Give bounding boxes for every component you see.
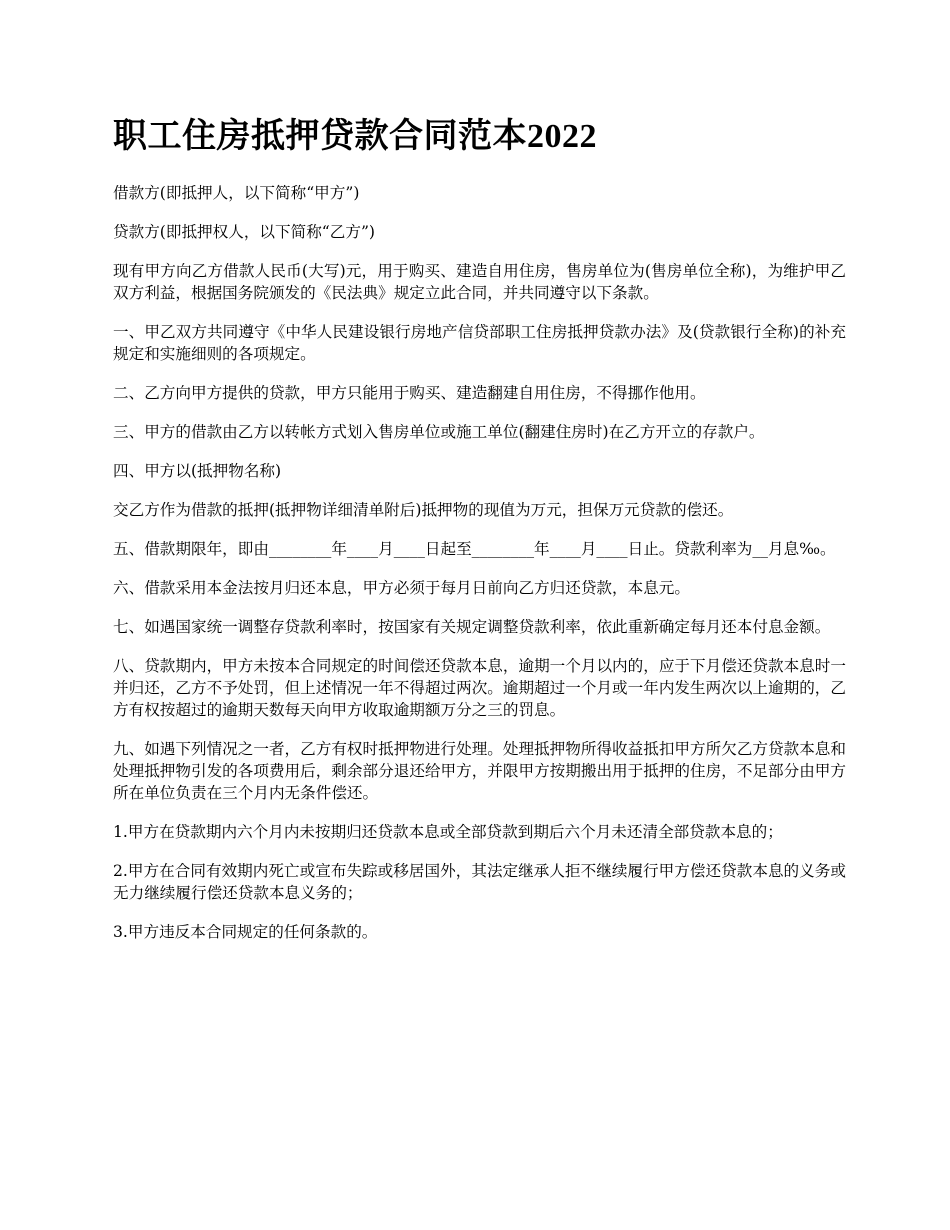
clause-3: 三、甲方的借款由乙方以转帐方式划入售房单位或施工单位(翻建住房时)在乙方开立的存款户。 bbox=[113, 423, 765, 441]
clause-1: 一、甲乙双方共同遵守《中华人民建设银行房地产信贷部职工住房抵押贷款办法》及(贷款银行全称)的补充规定和实施细则的各项规定。 bbox=[113, 323, 846, 363]
clause-9-item-1: 1.甲方在贷款期内六个月内未按期归还贷款本息或全部贷款到期后六个月未还清全部贷款本息的； bbox=[113, 823, 783, 841]
document-page bbox=[113, 112, 846, 960]
clause-9-item-3: 3.甲方违反本合同规定的任何条款的。 bbox=[113, 923, 378, 941]
paragraph-lender: 贷款方(即抵押权人，以下简称“乙方”) bbox=[113, 223, 376, 241]
clause-4: 四、甲方以(抵押物名称) bbox=[113, 462, 282, 480]
clause-9: 九、如遇下列情况之一者，乙方有权时抵押物进行处理。处理抵押物所得收益抵扣甲方所欠乙方贷款本息和处理抵押物引发的各项费用后，剩余部分退还给甲方，并限甲方按期搬出用于抵押的住房，不足部分由甲方所在单位负责在三个月内无条件偿还。 bbox=[113, 740, 846, 802]
clause-7: 七、如遇国家统一调整存贷款利率时，按国家有关规定调整贷款利率，依此重新确定每月还本付息金额。 bbox=[113, 618, 831, 636]
paragraph-preamble: 现有甲方向乙方借款人民币(大写)元，用于购买、建造自用住房，售房单位为(售房单位全称)，为维护甲乙双方利益，根据国务院颁发的《民法典》规定立此合同，并共同遵守以下条款。 bbox=[113, 262, 846, 302]
clause-2: 二、乙方向甲方提供的贷款，甲方只能用于购买、建造翻建自用住房，不得挪作他用。 bbox=[113, 384, 706, 402]
document-title: 职工住房抵押贷款合同范本2022 bbox=[113, 118, 597, 155]
clause-9-item-2: 2.甲方在合同有效期内死亡或宣布失踪或移居国外，其法定继承人拒不继续履行甲方偿还贷款本息的义务或无力继续履行偿还贷款本息义务的； bbox=[113, 862, 846, 902]
clause-6: 六、借款采用本金法按月归还本息，甲方必须于每月日前向乙方归还贷款，本息元。 bbox=[113, 579, 690, 597]
clause-4-continued: 交乙方作为借款的抵押(抵押物详细清单附后)抵押物的现值为万元，担保万元贷款的偿还。 bbox=[113, 501, 734, 519]
paragraph-borrower: 借款方(即抵押人，以下简称“甲方”) bbox=[113, 184, 360, 202]
clause-8: 八、贷款期内，甲方未按本合同规定的时间偿还贷款本息，逾期一个月以内的，应于下月偿还贷款本息时一并归还，乙方不予处罚，但上述情况一年不得超过两次。逾期超过一个月或一年内发生两次以上逾期的，乙方有权按超过的逾期天数每天向甲方收取逾期额万分之三的罚息。 bbox=[113, 657, 846, 719]
clause-5: 五、借款期限年，即由________年____月____日起至________年____月____日止。贷款利率为__月息‰。 bbox=[113, 540, 836, 558]
